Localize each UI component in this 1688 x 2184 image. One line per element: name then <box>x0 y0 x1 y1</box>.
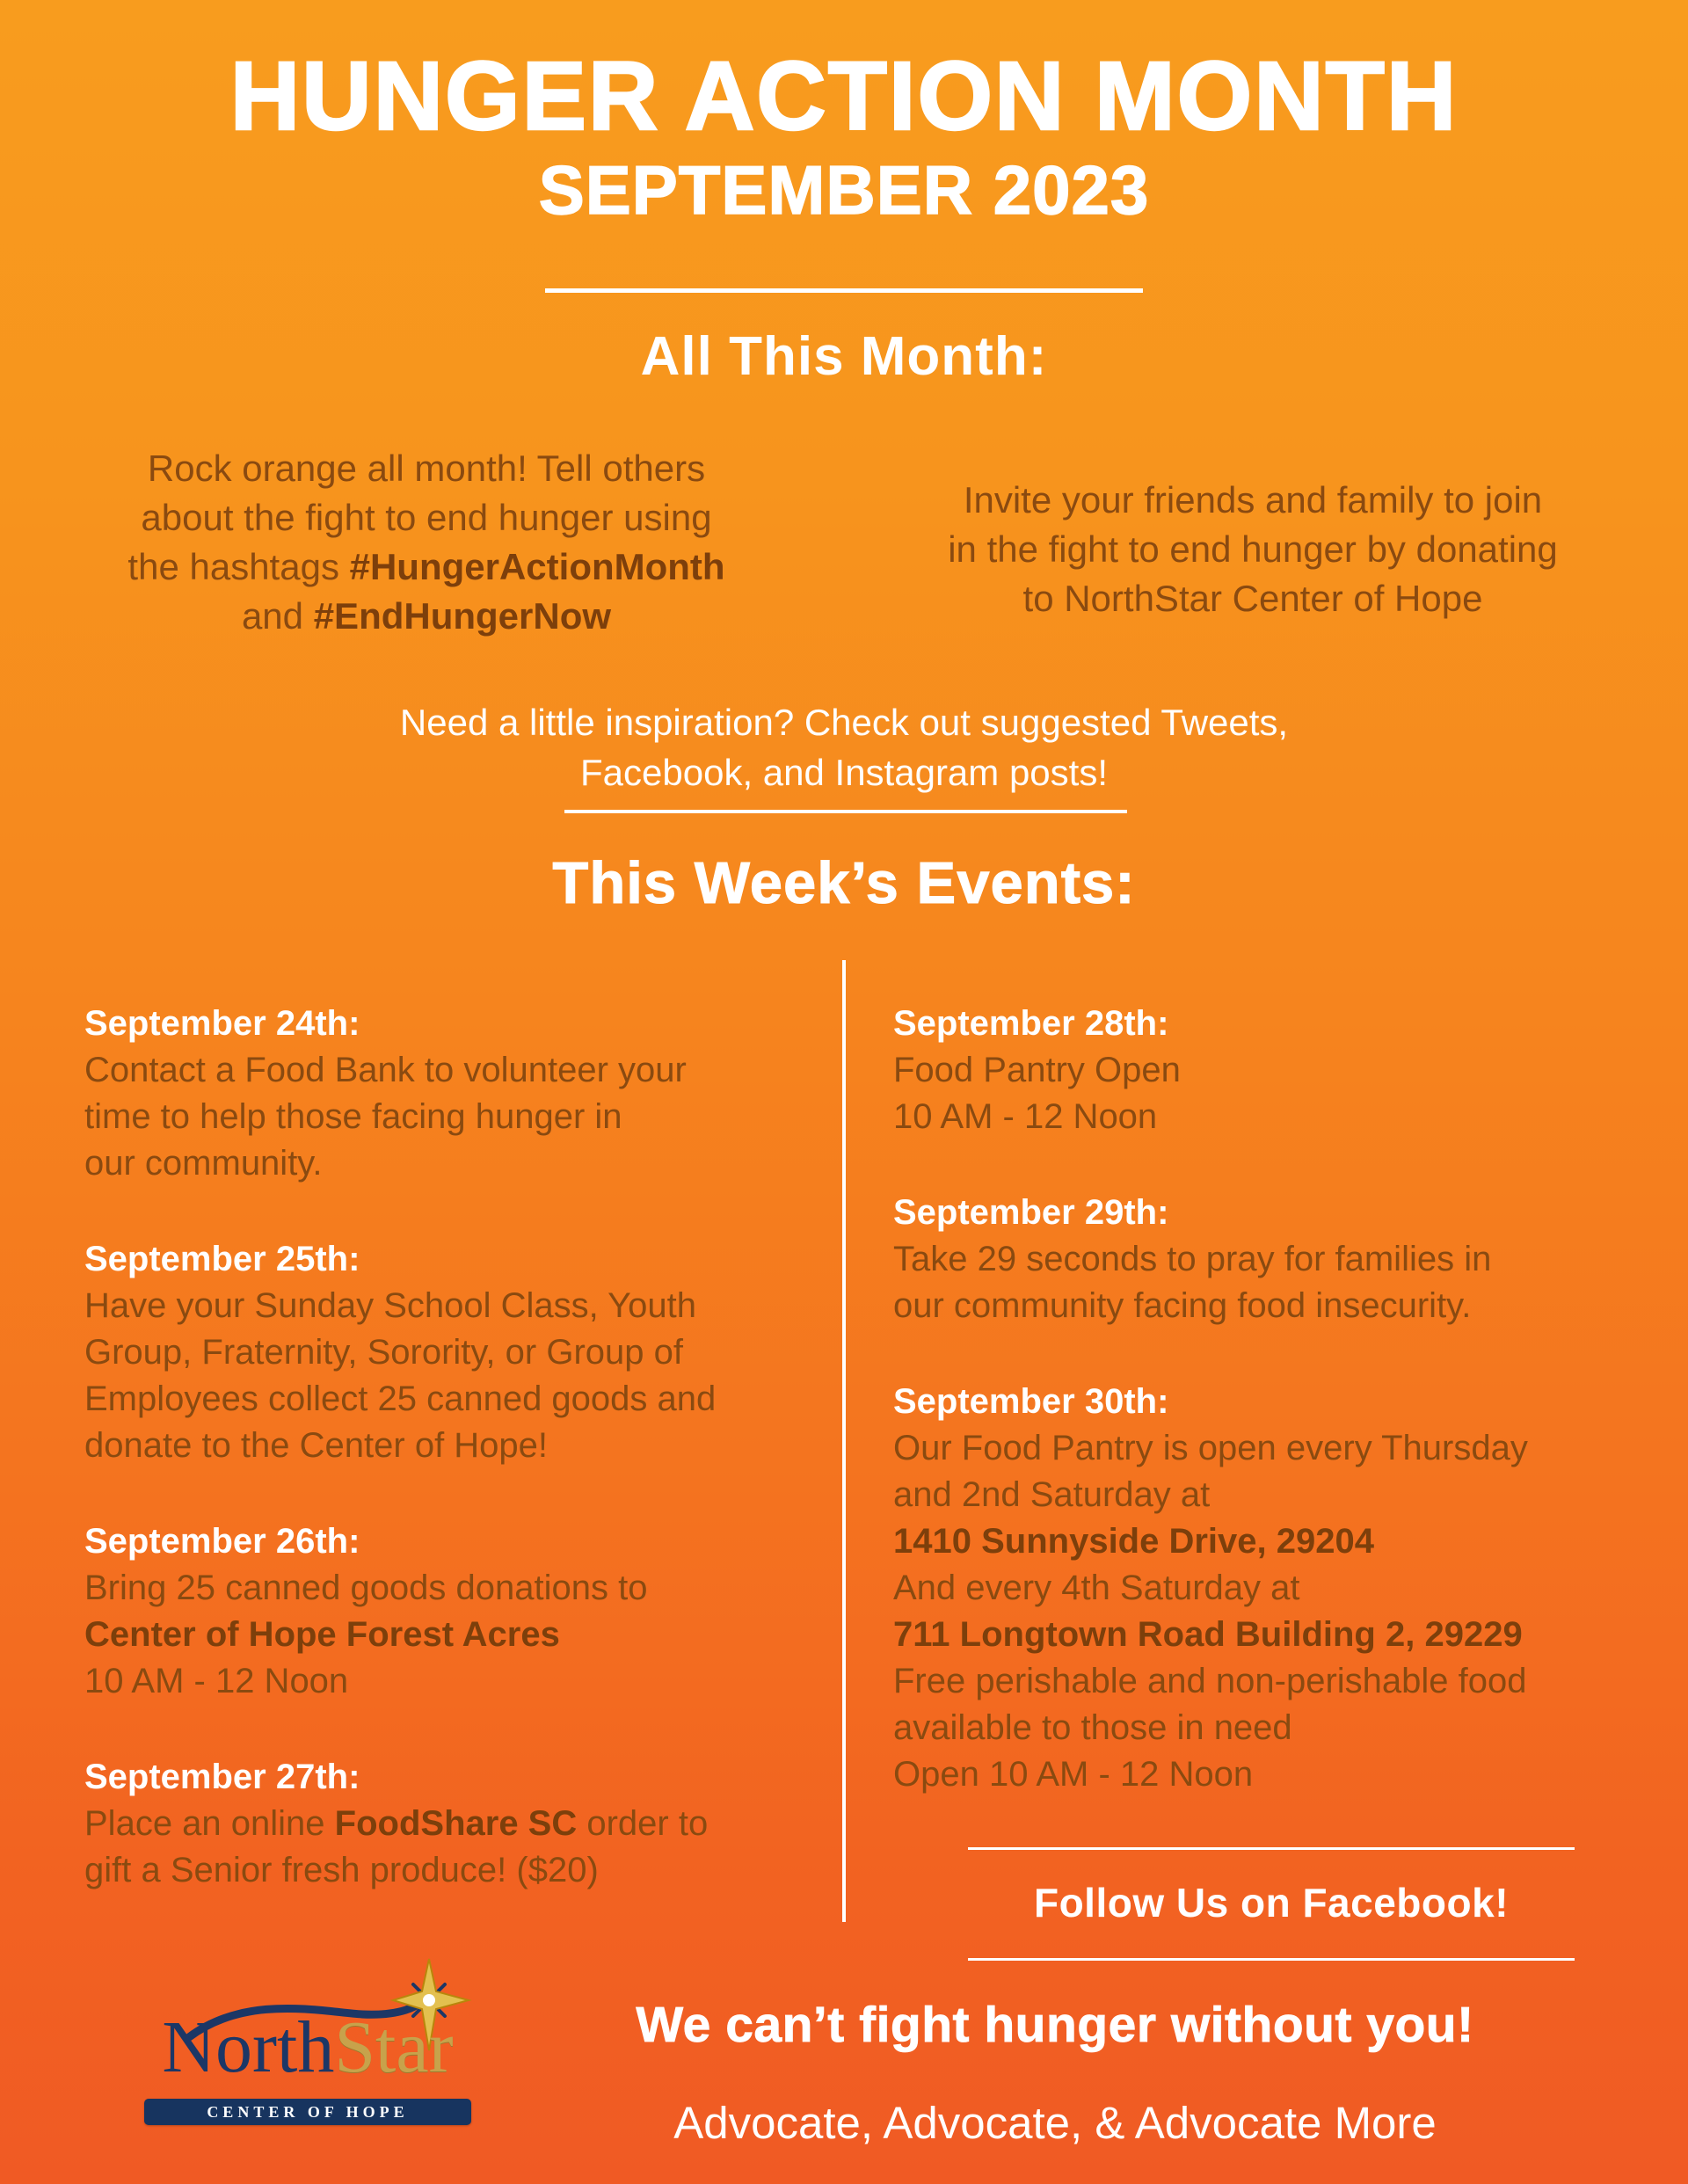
text-segment: about the fight to end hunger using <box>141 497 712 538</box>
text-segment: Place an online <box>84 1804 335 1843</box>
text-segment: and <box>241 595 314 637</box>
event-line <box>84 1329 832 1376</box>
text-segment: Group, Fraternity, Sorority, or Group of <box>84 1333 683 1372</box>
event-line <box>84 1565 832 1612</box>
text-segment-bold: 711 Longtown Road Building 2, 29229 <box>893 1615 1523 1654</box>
event-line <box>893 1518 1649 1565</box>
text-segment-bold: #HungerActionMonth <box>349 546 725 587</box>
text-segment: available to those in need <box>893 1708 1292 1747</box>
text-line <box>862 476 1644 525</box>
event-line <box>893 1658 1649 1705</box>
northstar-logo <box>141 1965 475 2176</box>
text-segment: and 2nd Saturday at <box>893 1475 1211 1514</box>
event-title: September 26th: <box>84 1522 360 1561</box>
text-segment: to NorthStar Center of Hope <box>1022 578 1483 619</box>
event-line <box>84 1612 832 1658</box>
text-segment: Bring 25 canned goods donations to <box>84 1569 648 1607</box>
invite-paragraph <box>862 476 1644 623</box>
star-core <box>423 1994 435 2006</box>
text-line <box>862 525 1644 574</box>
event-line <box>893 1612 1649 1658</box>
rock-orange-paragraph <box>31 444 822 641</box>
text-segment-bold: FoodShare SC <box>334 1804 578 1843</box>
event-line <box>893 1565 1649 1612</box>
event-line <box>84 1423 832 1469</box>
section-divider <box>564 810 1127 813</box>
all-month-heading: All This Month: <box>640 326 1048 387</box>
inspiration-text <box>0 697 1688 797</box>
text-segment: order to <box>577 1804 709 1843</box>
event <box>84 1518 832 1705</box>
text-segment: And every 4th Saturday at <box>893 1569 1300 1607</box>
events-column-left <box>84 1001 832 1943</box>
event-title: September 30th: <box>893 1382 1169 1421</box>
text-segment: Employees collect 25 canned goods and <box>84 1380 717 1418</box>
event-line <box>84 1283 832 1329</box>
header <box>0 42 1688 229</box>
event-line <box>84 1658 832 1705</box>
event <box>893 1379 1649 1798</box>
event <box>893 1190 1649 1329</box>
text-segment: our community. <box>84 1144 323 1183</box>
text-line <box>31 592 822 641</box>
text-segment: Facebook, and Instagram posts! <box>580 752 1108 793</box>
text-line <box>31 493 822 542</box>
text-segment-bold: Center of Hope Forest Acres <box>84 1615 560 1654</box>
footer-tagline-primary: We can’t fight hunger without you! <box>636 1997 1474 2053</box>
text-segment: Rock orange all month! Tell others <box>147 448 706 489</box>
event-line <box>893 1047 1649 1094</box>
event-title: September 29th: <box>893 1193 1169 1232</box>
header-divider <box>545 288 1143 293</box>
event-line <box>84 1847 832 1894</box>
event-line <box>893 1425 1649 1472</box>
text-segment: Need a little inspiration? Check out suggested Tweets, <box>399 702 1289 743</box>
event-line <box>893 1472 1649 1518</box>
logo-wordmark-north: North <box>162 2006 335 2088</box>
event-line <box>893 1236 1649 1283</box>
event <box>84 1001 832 1187</box>
event-line <box>84 1376 832 1423</box>
event-title: September 24th: <box>84 1004 360 1043</box>
text-segment: Have your Sunday School Class, Youth <box>84 1286 696 1325</box>
events-vertical-divider <box>842 960 846 1922</box>
event-title: September 28th: <box>893 1004 1169 1043</box>
text-segment: Invite your friends and family to join <box>963 479 1543 521</box>
events-column-right <box>893 1001 1649 1961</box>
event <box>84 1236 832 1469</box>
facebook-block <box>893 1847 1649 1961</box>
event <box>893 1001 1649 1140</box>
facebook-link[interactable]: Follow Us on Facebook! <box>1033 1880 1510 1926</box>
text-segment-bold: 1410 Sunnyside Drive, 29204 <box>893 1522 1374 1561</box>
event-line <box>893 1094 1649 1140</box>
text-segment: in the fight to end hunger by donating <box>948 528 1558 570</box>
text-segment: gift a Senior fresh produce! ($20) <box>84 1851 599 1889</box>
facebook-divider-bottom <box>968 1958 1575 1961</box>
event-line <box>84 1140 832 1187</box>
logo-tagline: CENTER OF HOPE <box>207 2102 409 2121</box>
event-title: September 27th: <box>84 1758 360 1796</box>
text-segment: Food Pantry Open <box>893 1051 1181 1089</box>
logo-wordmark <box>141 2006 475 2088</box>
text-line <box>31 542 822 592</box>
logo-tagline-bar <box>144 2099 471 2125</box>
page-title: HUNGER ACTION MONTH <box>229 42 1459 150</box>
text-segment: Open 10 AM - 12 Noon <box>893 1755 1254 1794</box>
text-line <box>862 574 1644 623</box>
text-line <box>0 697 1688 747</box>
footer-text <box>510 1998 1600 2148</box>
event-line <box>893 1283 1649 1329</box>
text-segment: time to help those facing hunger in <box>84 1097 622 1136</box>
logo-wordmark-star: Star <box>334 2006 454 2088</box>
event-line <box>84 1047 832 1094</box>
event-title: September 25th: <box>84 1240 360 1278</box>
text-segment: 10 AM - 12 Noon <box>893 1097 1158 1136</box>
event-line <box>893 1705 1649 1751</box>
event <box>84 1754 832 1894</box>
text-segment: Our Food Pantry is open every Thursday <box>893 1429 1528 1467</box>
events-heading: This Week’s Events: <box>552 850 1136 916</box>
text-segment: our community facing food insecurity. <box>893 1286 1472 1325</box>
event-line <box>893 1751 1649 1798</box>
footer-tagline-secondary: Advocate, Advocate, & Advocate More <box>673 2097 1437 2148</box>
page-subtitle: SEPTEMBER 2023 <box>538 150 1150 229</box>
text-segment: 10 AM - 12 Noon <box>84 1662 349 1700</box>
text-segment: the hashtags <box>127 546 350 587</box>
text-line <box>31 444 822 493</box>
text-segment-bold: #EndHungerNow <box>313 595 612 637</box>
text-line <box>0 747 1688 797</box>
text-segment: donate to the Center of Hope! <box>84 1426 549 1465</box>
event-line <box>84 1801 832 1847</box>
text-segment: Contact a Food Bank to volunteer your <box>84 1051 687 1089</box>
text-segment: Free perishable and non-perishable food <box>893 1662 1527 1700</box>
text-segment: Take 29 seconds to pray for families in <box>893 1240 1492 1278</box>
event-line <box>84 1094 832 1140</box>
